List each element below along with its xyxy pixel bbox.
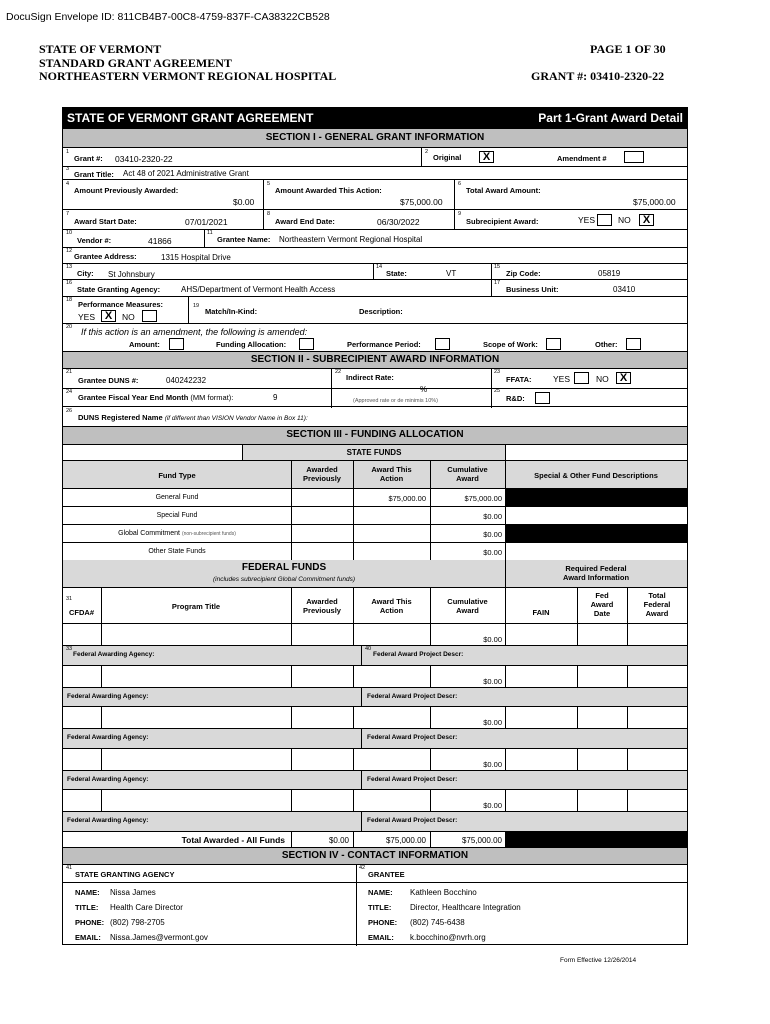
- federal-project-descr-label: Federal Award Project Descr:: [373, 651, 464, 658]
- section-4-header: SECTION IV - CONTACT INFORMATION: [63, 848, 687, 865]
- grantee-name: Northeastern Vermont Regional Hospital: [279, 235, 423, 244]
- state-granting-agency: AHS/Department of Vermont Health Access: [181, 285, 336, 294]
- indirect-rate-label: Indirect Rate:: [346, 373, 394, 382]
- fund-this-action: $75,000.00: [388, 494, 426, 503]
- page-number: PAGE 1 OF 30: [590, 42, 666, 56]
- state-name-label: NAME:: [75, 888, 100, 897]
- row-amendment: 20 If this action is an amendment, the following is amended: Amount: Funding Allocation: Performance Period: Scope of Work: Other:: [63, 324, 687, 352]
- fund-cumulative: $0.00: [483, 548, 502, 557]
- federal-agency-row: [63, 771, 687, 791]
- state-agency-heading: STATE GRANTING AGENCY: [75, 870, 175, 879]
- fund-cumulative: $75,000.00: [464, 494, 502, 503]
- performance-no-label: NO: [122, 312, 135, 322]
- funding-allocation-checkbox[interactable]: [299, 338, 314, 350]
- special-desc-cell[interactable]: [506, 507, 687, 524]
- performance-yes-checkbox[interactable]: X: [101, 310, 116, 322]
- ffata-yes-label: YES: [553, 374, 571, 384]
- start-date: 07/01/2021: [185, 217, 228, 227]
- total-award-label: Total Award Amount:: [466, 186, 541, 195]
- state-phone-label: PHONE:: [75, 918, 105, 927]
- federal-agency-label: Federal Awarding Agency:: [67, 817, 149, 825]
- grant-title: Act 48 of 2021 Administrative Grant: [123, 169, 249, 178]
- match-label: Match/In-Kind:: [205, 307, 258, 316]
- end-date: 06/30/2022: [377, 217, 420, 227]
- scope-label: Scope of Work:: [483, 340, 538, 349]
- state-contact-title: Health Care Director: [110, 903, 183, 912]
- federal-columns-header: 31 CFDA# Program Title Awarded Previously Award This Action Cumulative Award FAIN Fed Award Date Total Federal Award: [63, 588, 687, 624]
- grantee-address: 1315 Hospital Drive: [161, 253, 231, 262]
- federal-agency-label: Federal Awarding Agency:: [73, 651, 155, 658]
- amendment-label: Amendment #: [557, 154, 607, 163]
- fed-cumulative-header: Cumulative Award: [447, 597, 488, 615]
- federal-agency-row: [63, 688, 687, 708]
- prev-awarded-label: Amount Previously Awarded:: [74, 186, 179, 195]
- description-label: Description:: [359, 307, 403, 316]
- federal-cumulative: $0.00: [483, 676, 502, 686]
- federal-agency-label: Federal Awarding Agency:: [67, 692, 149, 700]
- special-desc-header: Special & Other Fund Descriptions: [534, 471, 658, 480]
- grantee-heading: GRANTEE: [368, 870, 405, 879]
- row-grant-number: 1 Grant #: 03410-2320-22 2 Original X Amendment #: [63, 148, 687, 167]
- contact-block: 41 STATE GRANTING AGENCY 42 GRANTEE NAME: Nissa James TITLE: Health Care Director PHONE: (802) 798-2705 EMAIL: Nissa.James@vermont.gov NAME: Kathleen Bocchino TITLE: Director, Healthcare Integration PHONE: (802) 745-6438 EMAIL: k.bocchino@nvrh.org: [63, 865, 687, 946]
- row-agency: 16 State Granting Agency: AHS/Department of Vermont Health Access 17 Business Unit: 03410: [63, 280, 687, 297]
- funding-allocation-label: Funding Allocation:: [216, 340, 287, 349]
- amendment-number-box[interactable]: [624, 151, 644, 163]
- federal-fund-row: [63, 624, 687, 646]
- section-2-header: SECTION II - SUBRECIPIENT AWARD INFORMATION: [63, 352, 687, 369]
- federal-project-descr-label: Federal Award Project Descr:: [367, 734, 458, 742]
- form-title: STATE OF VERMONT GRANT AGREEMENT: [67, 111, 314, 125]
- row-vendor: 10 Vendor #: 41866 11 Grantee Name: Northeastern Vermont Regional Hospital: [63, 230, 687, 248]
- fund-type-name: Special Fund: [156, 512, 198, 519]
- title-bar: [63, 108, 687, 129]
- row-duns-registered: 26 DUNS Registered Name (if different than VISION Vendor Name in Box 11):: [63, 407, 687, 427]
- scope-checkbox[interactable]: [546, 338, 561, 350]
- federal-project-descr-label: Federal Award Project Descr:: [367, 817, 458, 825]
- federal-fund-row: [63, 666, 687, 688]
- end-date-label: Award End Date:: [275, 217, 335, 226]
- row-performance: 18 Performance Measures: YES X NO 19 Match/In-Kind: Description:: [63, 297, 687, 324]
- program-title-header: Program Title: [171, 602, 221, 611]
- grantee-contact-email[interactable]: k.bocchino@nvrh.org: [410, 933, 486, 942]
- subrecipient-yes-checkbox[interactable]: [597, 214, 612, 226]
- fund-type-name: Global Commitment (non-subrecipient funds): [118, 530, 236, 537]
- state-funds-header: [63, 461, 687, 489]
- federal-agency-label: Federal Awarding Agency:: [67, 775, 149, 783]
- fund-type-name: General Fund: [155, 494, 199, 501]
- grant-form: [62, 107, 688, 945]
- state-fund-row: [63, 525, 687, 543]
- grantee-email-label: EMAIL:: [368, 933, 394, 942]
- zip-code: 05819: [598, 269, 621, 278]
- start-date-label: Award Start Date:: [74, 217, 137, 226]
- state-contact-name: Nissa James: [110, 888, 156, 897]
- header-line-2: STANDARD GRANT AGREEMENT: [39, 55, 232, 70]
- envelope-id: DocuSign Envelope ID: 811CB4B7-00C8-4759-837F-CA38322CB528: [6, 11, 330, 23]
- row-grant-title: 3 Grant Title: Act 48 of 2021 Administrative Grant: [63, 167, 687, 180]
- grantee-phone-label: PHONE:: [368, 918, 398, 927]
- fed-award-this-header: Award This Action: [371, 597, 412, 615]
- federal-cumulative: $0.00: [483, 759, 502, 769]
- subrecipient-no-label: NO: [618, 215, 631, 225]
- federal-project-descr-label: Federal Award Project Descr:: [367, 692, 458, 700]
- total-prev: $0.00: [328, 836, 349, 845]
- federal-cumulative: $0.00: [483, 635, 502, 644]
- total-label: Total Awarded - All Funds: [181, 835, 285, 845]
- grantee-contact-phone: (802) 745-6438: [410, 918, 465, 927]
- required-federal-header: Required Federal Award Information: [562, 564, 630, 582]
- cumulative-header: Cumulative Award: [447, 465, 488, 483]
- fund-type-name: Other State Funds: [148, 548, 206, 555]
- other-label: Other:: [595, 340, 618, 349]
- subrecipient-yes-label: YES: [578, 215, 596, 225]
- cfda-header: CFDA#: [69, 608, 95, 617]
- state: VT: [446, 269, 457, 278]
- action-awarded: $75,000.00: [400, 197, 443, 207]
- prev-awarded: $0.00: [233, 197, 255, 207]
- original-label: Original: [433, 153, 462, 162]
- fye-label: Grantee Fiscal Year End Month (MM format):: [78, 393, 234, 402]
- grantee-name-label-2: NAME:: [368, 888, 393, 897]
- approved-rate-note: (Approved rate or de minimis 10%): [353, 398, 438, 404]
- section-3-header: SECTION III - FUNDING ALLOCATION: [63, 427, 687, 445]
- row-fiscal-year: 24 Grantee Fiscal Year End Month (MM format): 9 (Approved rate or de minimis 10%) 25 R&D:: [63, 389, 687, 407]
- action-awarded-label: Amount Awarded This Action:: [275, 186, 382, 195]
- performance-period-label: Performance Period:: [347, 340, 421, 349]
- fye-month: 9: [273, 393, 278, 402]
- total-federal-award-header: Total Federal Award: [643, 591, 671, 618]
- special-desc-cell[interactable]: [506, 543, 687, 560]
- header-left: [39, 43, 336, 84]
- state-fund-row: [63, 543, 687, 561]
- grant-number-label: Grant #:: [74, 154, 103, 163]
- state-fund-row: [63, 489, 687, 507]
- duns-number: 040242232: [166, 376, 207, 385]
- agency-label: State Granting Agency:: [77, 285, 161, 294]
- ffata-label: FFATA:: [506, 375, 532, 384]
- federal-cumulative: $0.00: [483, 718, 502, 728]
- state-fund-row: [63, 507, 687, 525]
- city: St Johnsbury: [108, 270, 155, 279]
- city-label: City:: [77, 269, 94, 278]
- other-checkbox[interactable]: [626, 338, 641, 350]
- total-this: $75,000.00: [385, 836, 426, 845]
- zip-label: Zip Code:: [506, 269, 541, 278]
- grantee-title-label: TITLE:: [368, 903, 392, 912]
- performance-period-checkbox[interactable]: [435, 338, 450, 350]
- federal-fund-row: [63, 707, 687, 729]
- fund-type-header: Fund Type: [158, 471, 196, 480]
- fain-header: FAIN: [532, 608, 550, 617]
- part-title: Part 1-Grant Award Detail: [538, 111, 683, 125]
- grant-number: 03410-2320-22: [115, 154, 173, 164]
- header-grant-number: GRANT #: 03410-2320-22: [531, 69, 665, 83]
- rd-checkbox[interactable]: [535, 392, 550, 404]
- performance-yes-label: YES: [78, 312, 96, 322]
- amount-label: Amount:: [129, 340, 160, 349]
- awarded-prev-header: Awarded Previously: [303, 465, 341, 483]
- total-row: [63, 832, 687, 848]
- federal-agency-row: 33 Federal Awarding Agency: 40 Federal Award Project Descr:: [63, 646, 687, 666]
- state-contact-phone: (802) 798-2705: [110, 918, 165, 927]
- row-amounts: 4 Amount Previously Awarded: $0.00 5 Amount Awarded This Action: $75,000.00 6 Total Award Amount: $75,000.00: [63, 180, 687, 210]
- percent-sign: %: [420, 385, 428, 394]
- address-label: Grantee Address:: [74, 252, 137, 261]
- federal-funds-title: FEDERAL FUNDS: [241, 562, 327, 573]
- fed-award-date-header: Fed Award Date: [590, 591, 614, 618]
- amount-checkbox[interactable]: [169, 338, 184, 350]
- fund-cumulative: $0.00: [483, 512, 502, 521]
- vendor-label: Vendor #:: [77, 236, 112, 245]
- subrecipient-no-checkbox[interactable]: X: [639, 214, 654, 226]
- federal-funds-header: [63, 560, 687, 588]
- federal-fund-row: [63, 790, 687, 812]
- federal-agency-row: [63, 812, 687, 832]
- performance-label: Performance Measures:: [78, 300, 164, 309]
- state-title-label: TITLE:: [75, 903, 99, 912]
- row-duns: 21 Grantee DUNS #: 040242232 22 Indirect Rate: % 23 FFATA: YES NO X: [63, 369, 687, 389]
- total-cum: $75,000.00: [461, 836, 502, 845]
- federal-fund-row: [63, 749, 687, 771]
- rd-label: R&D:: [506, 394, 525, 403]
- fed-awarded-prev-header: Awarded Previously: [303, 597, 341, 615]
- state-label: State:: [386, 269, 407, 278]
- amendment-note: If this action is an amendment, the following is amended:: [81, 327, 308, 337]
- row-address: 12 Grantee Address: 1315 Hospital Drive: [63, 248, 687, 264]
- federal-agency-label: Federal Awarding Agency:: [67, 734, 149, 742]
- duns-registered-label: DUNS Registered Name (if different than VISION Vendor Name in Box 11):: [78, 413, 308, 422]
- total-award: $75,000.00: [633, 197, 676, 207]
- section-1-header: SECTION I - GENERAL GRANT INFORMATION: [63, 129, 687, 148]
- business-unit: 03410: [613, 285, 636, 294]
- header-line-3: NORTHEASTERN VERMONT REGIONAL HOSPITAL: [39, 69, 337, 83]
- form-effective-footer: Form Effective 12/26/2014: [560, 957, 637, 964]
- ffata-yes-checkbox[interactable]: [574, 372, 589, 384]
- ffata-no-checkbox[interactable]: X: [616, 372, 631, 384]
- duns-label: Grantee DUNS #:: [78, 376, 139, 385]
- business-unit-label: Business Unit:: [506, 285, 559, 294]
- federal-project-descr-label: Federal Award Project Descr:: [367, 775, 458, 783]
- row-dates: 7 Award Start Date: 07/01/2021 8 Award End Date: 06/30/2022 9 Subrecipient Award: YES NO X: [63, 210, 687, 230]
- vendor-number: 41866: [148, 236, 172, 246]
- state-funds-title: STATE FUNDS: [346, 448, 402, 457]
- row-city: 13 City: St Johnsbury 14 State: VT 15 Zip Code: 05819: [63, 264, 687, 280]
- federal-funds-subtitle: (includes subrecipient Global Commitment funds): [213, 576, 355, 583]
- award-this-header: Award This Action: [371, 465, 412, 483]
- state-email-label: EMAIL:: [75, 933, 101, 942]
- grantee-name-label: Grantee Name:: [217, 235, 271, 244]
- state-funds-bar: [63, 445, 687, 461]
- ffata-no-label: NO: [596, 374, 609, 384]
- grantee-contact-title: Director, Healthcare Integration: [410, 903, 521, 912]
- subrecipient-label: Subrecipient Award:: [466, 217, 539, 226]
- fund-cumulative: $0.00: [483, 530, 502, 539]
- federal-agency-row: [63, 729, 687, 749]
- header-line-1: STATE OF VERMONT: [39, 42, 162, 56]
- grantee-contact-name: Kathleen Bocchino: [410, 888, 477, 897]
- performance-no-checkbox[interactable]: [142, 310, 157, 322]
- special-desc-blocked: [505, 489, 687, 506]
- federal-cumulative: $0.00: [483, 801, 502, 811]
- special-desc-blocked: [505, 525, 687, 542]
- state-contact-email[interactable]: Nissa.James@vermont.gov: [110, 933, 208, 942]
- original-checkbox[interactable]: X: [479, 151, 494, 163]
- grant-title-label: Grant Title:: [74, 170, 114, 179]
